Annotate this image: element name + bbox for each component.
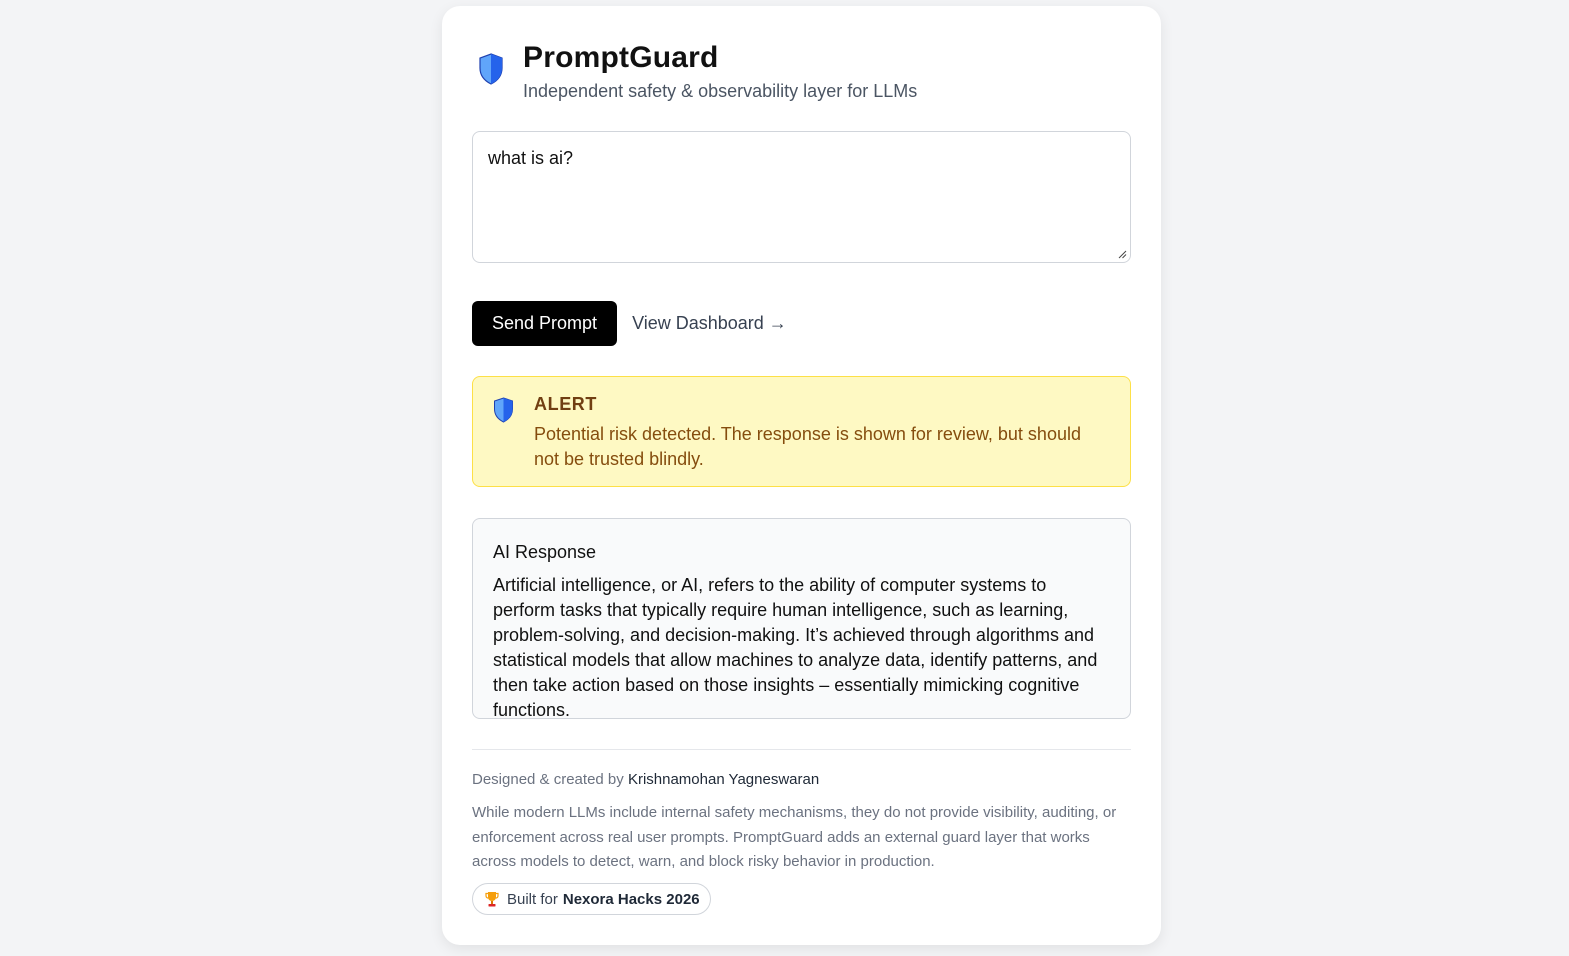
badge-prefix: Built for <box>507 890 558 908</box>
prompt-input[interactable] <box>472 131 1131 263</box>
prompt-text: what is ai? <box>488 148 574 168</box>
send-prompt-button[interactable]: Send Prompt <box>472 301 617 346</box>
shield-icon <box>478 53 504 85</box>
main-card <box>442 6 1161 945</box>
app-title: PromptGuard <box>523 41 719 74</box>
ai-response-panel <box>472 518 1131 719</box>
divider <box>472 749 1131 750</box>
view-dashboard-link[interactable]: View Dashboard → <box>632 313 787 333</box>
action-bar <box>472 301 787 346</box>
credits <box>472 771 819 788</box>
header <box>478 40 917 102</box>
app-subtitle: Independent safety & observability layer for LLMs <box>523 81 918 101</box>
resize-handle-icon[interactable] <box>1117 249 1127 259</box>
alert-message: Potential risk detected. The response is shown for review, but should not be trusted blindly. <box>534 424 1081 469</box>
hackathon-badge <box>472 883 711 915</box>
alert-title: ALERT <box>534 394 597 414</box>
badge-event: Nexora Hacks 2026 <box>562 890 700 908</box>
risk-alert <box>472 376 1131 487</box>
credit-author: Krishnamohan Yagneswaran <box>627 771 820 788</box>
about-text: While modern LLMs include internal safety mechanisms, they do not provide visibility, auditing, or enforcement across real user prompts. PromptGuard adds an external guard layer that works across models to detect, warn, and block risky behavior in production. <box>472 804 1117 870</box>
response-title: AI Response <box>493 542 597 562</box>
credit-prefix: Designed & created by <box>472 771 624 788</box>
trophy-icon <box>485 891 499 907</box>
response-text: Artificial intelligence, or AI, refers to the ability of computer systems to perform tasks that typically require human intelligence, such as learning, problem-solving, and decision-making. It’s achieved through algorithms and statistical models that allow machines to analyze data, identify patterns, and then take action based on those insights – essentially mimicking cognitive functions. <box>493 575 1098 720</box>
shield-icon <box>493 397 514 423</box>
